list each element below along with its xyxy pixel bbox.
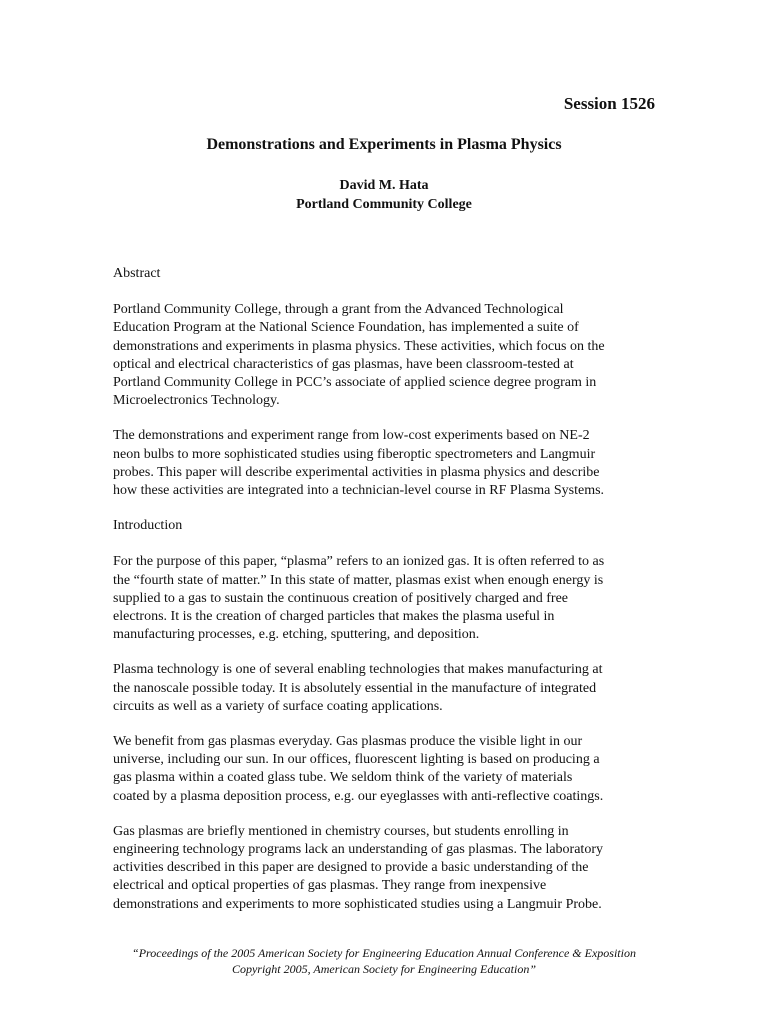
text-line: probes. This paper will describe experimental activities in plasma physics and describe (113, 464, 600, 480)
session-number: Session 1526 (563, 94, 655, 113)
text-line: supplied to a gas to sustain the continuous creation of positively charged and free (113, 590, 569, 606)
paper-title: Demonstrations and Experiments in Plasma Physics (206, 136, 562, 153)
introduction-paragraph-3 (113, 733, 653, 806)
text-line: optical and electrical characteristics of gas plasmas, have been classroom-tested at (113, 356, 574, 372)
text-line: gas plasma within a coated glass tube. We seldom think of the variety of materials (113, 770, 573, 786)
text-line: We benefit from gas plasmas everyday. Gas plasmas produce the visible light in our (113, 734, 583, 750)
abstract-heading: Abstract (113, 266, 161, 281)
text-line: how these activities are integrated into a technician-level course in RF Plasma Systems. (113, 483, 605, 499)
paper-body (113, 265, 653, 931)
introduction-paragraph-2 (113, 661, 653, 716)
text-line: Portland Community College in PCC’s associate of applied science degree program in (113, 375, 597, 391)
abstract-paragraph-2 (113, 427, 653, 500)
author-affiliation: Portland Community College (296, 197, 472, 212)
text-line: Portland Community College, through a grant from the Advanced Technological (113, 302, 564, 318)
text-line: engineering technology programs lack an understanding of gas plasmas. The laboratory (113, 842, 603, 858)
text-line: demonstrations and experiments to more sophisticated studies using a Langmuir Probe. (113, 896, 602, 912)
page-footer (0, 946, 768, 977)
text-line: activities described in this paper are designed to provide a basic understanding of the (113, 860, 589, 876)
text-line: neon bulbs to more sophisticated studies using fiberoptic spectrometers and Langmuir (113, 446, 596, 462)
text-line: manufacturing processes, e.g. etching, sputtering, and deposition. (113, 627, 480, 643)
text-line: Education Program at the National Science Foundation, has implemented a suite of (113, 320, 579, 336)
text-line: For the purpose of this paper, “plasma” refers to an ionized gas. It is often referred to as (113, 554, 605, 570)
footer-proceedings-line: “Proceedings of the 2005 American Society for Engineering Education Annual Conference & Exposition (132, 946, 636, 960)
text-line: electrons. It is the creation of charged particles that makes the plasma useful in (113, 609, 555, 625)
text-line: The demonstrations and experiment range from low-cost experiments based on NE-2 (113, 428, 590, 444)
text-line: the “fourth state of matter.” In this state of matter, plasmas exist when enough energy is (113, 572, 604, 588)
text-line: universe, including our sun. In our offices, fluorescent lighting is based on producing a (113, 752, 600, 768)
introduction-paragraph-1 (113, 553, 653, 644)
text-line: demonstrations and experiments in plasma physics. These activities, which focus on the (113, 338, 605, 354)
text-line: circuits as well as a variety of surface coating applications. (113, 698, 443, 714)
text-line: Plasma technology is one of several enabling technologies that makes manufacturing at (113, 662, 603, 678)
text-line: the nanoscale possible today. It is absolutely essential in the manufacture of integrated (113, 680, 597, 696)
author-block (0, 176, 768, 214)
author-name: David M. Hata (339, 178, 429, 193)
text-line: electrical and optical properties of gas plasmas. They range from inexpensive (113, 878, 547, 894)
text-line: coated by a plasma deposition process, e.g. our eyeglasses with anti-reflective coatings. (113, 788, 604, 804)
text-line: Microelectronics Technology. (113, 393, 280, 409)
text-line: Gas plasmas are briefly mentioned in chemistry courses, but students enrolling in (113, 823, 569, 839)
introduction-paragraph-4 (113, 823, 653, 914)
abstract-paragraph-1 (113, 301, 653, 410)
introduction-heading: Introduction (113, 518, 183, 534)
footer-copyright-line: Copyright 2005, American Society for Engineering Education” (231, 961, 537, 976)
